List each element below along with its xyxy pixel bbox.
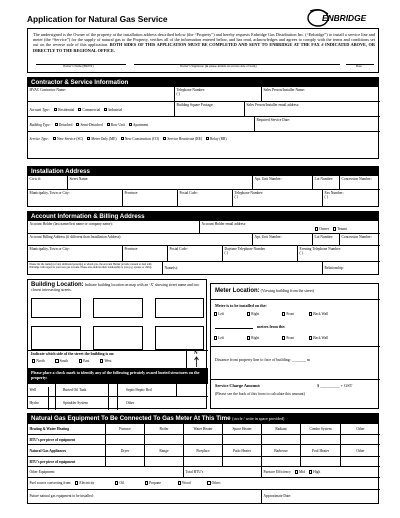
- appliance-other[interactable]: Other: [341, 445, 380, 457]
- btu-input[interactable]: [341, 435, 380, 445]
- account-holder-field[interactable]: Account Holder (last name/first name or company name):: [28, 221, 200, 234]
- account-type-industrial-checkbox[interactable]: [104, 108, 107, 111]
- structure-septic[interactable]: Septic/Septic Bed: [118, 384, 208, 397]
- efficiency-high-checkbox[interactable]: [309, 470, 312, 473]
- daytime-phone-field[interactable]: Daytime Telephone Number ( ): [223, 246, 298, 262]
- intro-box: [27, 28, 379, 73]
- metres-from-label: metres from the:: [257, 324, 286, 329]
- billing-concession-field[interactable]: Concession Number:: [340, 234, 380, 246]
- fuel-electricity-checkbox[interactable]: [75, 481, 78, 484]
- meter-front-checkbox[interactable]: [282, 312, 285, 315]
- postal-code-field[interactable]: Postal Code:: [178, 190, 233, 207]
- heating-water-heater[interactable]: Water Heater: [184, 424, 223, 435]
- furnace-efficiency-row: Furnace Efficiency Mid High: [262, 467, 380, 478]
- metres-left-checkbox[interactable]: [214, 336, 217, 339]
- buried-structures-prompt: Please place a check mark to identify any of the following privately owned buried structures on the property:: [28, 368, 208, 384]
- side-west-checkbox[interactable]: [100, 359, 103, 362]
- equipment-section: [27, 413, 379, 504]
- north-arrow-icon: N: [186, 350, 209, 368]
- total-btu-field[interactable]: Total BTU’s: [184, 467, 262, 478]
- civic-number-field[interactable]: Civic #:: [28, 176, 68, 190]
- heating-other[interactable]: Other: [341, 424, 380, 435]
- distance-field[interactable]: Distance from property line to face of building: _______ m: [215, 357, 310, 362]
- billing-lot-field[interactable]: Lot Number:: [313, 234, 340, 246]
- btu-input[interactable]: [262, 435, 301, 445]
- municipality-field[interactable]: Municipality, Town or City:: [28, 190, 123, 207]
- approximate-date-field[interactable]: Approximate Date:: [263, 494, 292, 498]
- apt-unit-field[interactable]: Apt. Unit Number:: [253, 176, 313, 190]
- relationship-field[interactable]: Relationship:: [324, 266, 344, 270]
- service-charge-note: (Please see the back of this form to calculate this amount): [215, 392, 305, 396]
- btu-input[interactable]: [301, 435, 341, 445]
- btu-input[interactable]: [301, 457, 341, 467]
- appliances-label: Natural Gas Appliances: [28, 445, 106, 457]
- account-type-row: Account Type: Residential Commercial Industrial: [28, 102, 175, 117]
- installation-section: [27, 166, 379, 207]
- side-east-checkbox[interactable]: [79, 359, 82, 362]
- page-title: Application for Natural Gas Service: [27, 14, 168, 24]
- sales-person-field[interactable]: Sales Person/Installer Name:: [262, 87, 380, 102]
- intro-paragraph: The undersigned is the Owner of the property at the installation address described below (the “Property”) and hereby requests Enbridge Gas Distribution Inc. (“Enbridge”) to install a service line and meter (the “Service”) for the supply of natural gas to the Property, verifies all of the information entered below, and has read, acknowledges and agrees to comply with the terms and conditions set out on the reverse side of this application. BOTH SIDES OF THIS APPLICATION MUST BE COMPLETED AND SENT TO ENBRIDGE AT THE FAX # INDICATED ABOVE, OR DIRECTLY TO THE REGIONAL OFFICE.: [33, 32, 375, 53]
- additional-persons-note: Please list the name(s) of any additional person(s) to whom you, the Account Holder provide consent to deal with Enbridge with regard to your new gas account. Please also indicate their relationship to you (e.g. spouse or child).: [28, 262, 163, 275]
- contractor-header: Contractor & Service Information: [28, 78, 378, 87]
- structure-other[interactable]: Other: [126, 401, 135, 405]
- btu-input[interactable]: [341, 457, 380, 467]
- metres-front-checkbox[interactable]: [282, 336, 285, 339]
- sales-email-field[interactable]: Sales Person/Installer email address:: [245, 102, 380, 117]
- appliance-fireplace[interactable]: Fireplace: [184, 445, 223, 457]
- location-map-grid[interactable]: [31, 298, 204, 350]
- service-type-row: Service Type: New Service (SC) Meter Only (ME) New Construction (CO) Service Reactivate (RE) Relay (RR): [29, 136, 227, 141]
- meter-location-title: Meter Location:: [215, 288, 260, 294]
- btu-input[interactable]: [145, 457, 184, 467]
- contractor-phone-field[interactable]: Telephone Number: ( ): [175, 87, 262, 102]
- account-holder-email-field[interactable]: Account Holder email address: Owner Tenant: [200, 221, 380, 234]
- service-new-checkbox[interactable]: [53, 137, 56, 140]
- appliance-range[interactable]: Range: [145, 445, 184, 457]
- building-type-detached-checkbox[interactable]: [55, 123, 58, 126]
- lot-number-field[interactable]: Lot Number:: [313, 176, 340, 190]
- installation-header: Installation Address: [28, 167, 378, 176]
- logo-wordmark: ENBRIDGE: [322, 13, 367, 23]
- date-label: Date: [356, 64, 362, 68]
- structure-buried-oil-tank[interactable]: Buried Oil Tank: [56, 384, 118, 397]
- install-phone-field[interactable]: Telephone Number: ( ): [233, 190, 323, 207]
- meter-position-options-1: Left Right Front Back Wall: [211, 312, 380, 316]
- service-charge-label: Service Charge Amount:: [215, 383, 261, 388]
- owner-checkbox[interactable]: [315, 227, 318, 230]
- service-meter-only-checkbox[interactable]: [87, 137, 90, 140]
- billing-address-field[interactable]: Account Billing Address (if different than Installation Address):: [28, 234, 253, 246]
- side-south-checkbox[interactable]: [55, 359, 58, 362]
- appliance-dryer[interactable]: Dryer: [106, 445, 145, 457]
- meter-location-subtitle: (Viewing building from the street): [260, 289, 315, 293]
- btu-input[interactable]: [145, 435, 184, 445]
- service-new-construction-checkbox[interactable]: [121, 137, 124, 140]
- building-type-row-checkbox[interactable]: [107, 123, 110, 126]
- btu-input[interactable]: [106, 457, 145, 467]
- appliance-patio-heater[interactable]: Patio Heater: [223, 445, 262, 457]
- service-charge-field[interactable]: $ _________ + GST: [317, 383, 353, 388]
- fuel-wood-checkbox[interactable]: [178, 481, 181, 484]
- meter-install-on-label: Meter is to be installed on the:: [215, 303, 267, 308]
- street-name-field[interactable]: Street Name:: [68, 176, 253, 190]
- other-equipment-field[interactable]: Other Equipment:: [28, 467, 184, 478]
- heating-label: Heating & Water Heating: [28, 424, 106, 435]
- owner-signature-label: Owner’s Signature: (& please initials on reverse side of form): [180, 64, 257, 68]
- future-equipment-field[interactable]: Future natural gas equipment to be installed:: [28, 490, 262, 504]
- appliance-barbecue[interactable]: Barbecue: [262, 445, 301, 457]
- additional-names-field[interactable]: Name(s):: [163, 262, 323, 275]
- metres-right-checkbox[interactable]: [247, 336, 250, 339]
- account-header: Account Information & Billing Address: [28, 212, 378, 221]
- btu-input[interactable]: [106, 435, 145, 445]
- building-location-section: [27, 279, 207, 409]
- btu-input[interactable]: [184, 457, 223, 467]
- metres-back-checkbox[interactable]: [309, 336, 312, 339]
- enbridge-logo: [302, 6, 382, 28]
- btu-input[interactable]: [223, 457, 262, 467]
- btu-input[interactable]: [262, 457, 301, 467]
- evening-phone-field[interactable]: Evening Telephone Number: ( ): [298, 246, 380, 262]
- fuel-oil-checkbox[interactable]: [115, 481, 118, 484]
- fuel-source-row: Fuel source converting from: Electricity Oil Propane Wood Other:: [28, 478, 380, 490]
- heating-radiant[interactable]: Radiant: [262, 424, 301, 435]
- btu-input[interactable]: [223, 435, 262, 445]
- service-reactivate-checkbox[interactable]: [163, 137, 166, 140]
- meter-location-section: [210, 283, 379, 409]
- street-side-prompt: Indicate which side of the street the building is on:: [31, 352, 115, 356]
- meter-left-checkbox[interactable]: [214, 312, 217, 315]
- heating-boiler[interactable]: Boiler: [145, 424, 184, 435]
- owner-name-label: Owner’s Name (PRINT): [63, 64, 94, 68]
- contractor-section: [27, 77, 379, 159]
- service-relay-checkbox[interactable]: [206, 137, 209, 140]
- building-location-instruction: Indicate building location on map with an ‘X’ showing street name and two closest intersecting streets.: [31, 283, 200, 292]
- btu-input[interactable]: [184, 435, 223, 445]
- province-field[interactable]: Province:: [123, 190, 178, 207]
- install-fax-field[interactable]: Fax Number: ( ): [324, 190, 344, 199]
- billing-apt-field[interactable]: Apt. Unit Number:: [253, 234, 313, 246]
- building-sqft-field[interactable]: Building Square Footage:: [175, 102, 245, 117]
- fuel-other-checkbox[interactable]: [207, 481, 210, 484]
- hvac-contractor-field[interactable]: HVAC Contractor Name:: [28, 87, 175, 102]
- fuel-propane-checkbox[interactable]: [145, 481, 148, 484]
- billing-postal-field[interactable]: Postal Code:: [168, 246, 223, 262]
- btu-label-2: BTU’s per piece of equipment: [28, 457, 106, 467]
- structure-sprinkler[interactable]: Sprinkler System: [56, 397, 118, 410]
- efficiency-mid-checkbox[interactable]: [295, 470, 298, 473]
- meter-right-checkbox[interactable]: [247, 312, 250, 315]
- account-type-residential-checkbox[interactable]: [54, 108, 57, 111]
- appliance-pool-heater[interactable]: Pool Heater: [301, 445, 341, 457]
- equipment-header: Natural Gas Equipment To Be Connected To Gas Meter At This Time (circle / write in space provided): [28, 414, 378, 424]
- btu-label-1: BTU’s per piece of equipment: [28, 435, 106, 445]
- building-location-title: Building Location:: [31, 282, 84, 288]
- building-type-row: Building Type: Detached Semi-Detached Row Unit Apartment: [28, 117, 255, 132]
- meter-position-options-2: Left Right Front Back Wall: [211, 336, 380, 340]
- intro-bold-notice: BOTH SIDES OF THIS APPLICATION MUST BE COMPLETED AND SENT TO ENBRIDGE AT THE FAX # INDICATED ABOVE, OR DIRECTLY TO THE REGIONAL OFFICE.: [33, 42, 375, 53]
- required-date-field[interactable]: Required Service Date:: [255, 117, 380, 132]
- building-type-apartment-checkbox[interactable]: [129, 123, 132, 126]
- concession-field[interactable]: Concession Number:: [340, 176, 380, 190]
- heating-furnace[interactable]: Furnace: [106, 424, 145, 435]
- street-side-options: North South East West: [29, 359, 112, 363]
- heating-space-heater[interactable]: Space Heater: [223, 424, 262, 435]
- structure-hydro[interactable]: Hydro: [28, 397, 56, 410]
- billing-municipality-field[interactable]: Municipality, Town or City:: [28, 246, 123, 262]
- billing-province-field[interactable]: Province:: [123, 246, 168, 262]
- side-north-checkbox[interactable]: [32, 359, 35, 362]
- account-section: [27, 211, 379, 275]
- heating-combo[interactable]: Combo System: [301, 424, 341, 435]
- building-type-semi-checkbox[interactable]: [76, 123, 79, 126]
- meter-back-checkbox[interactable]: [309, 312, 312, 315]
- tenant-checkbox[interactable]: [333, 227, 336, 230]
- account-type-commercial-checkbox[interactable]: [78, 108, 81, 111]
- structure-well[interactable]: Well: [28, 384, 56, 397]
